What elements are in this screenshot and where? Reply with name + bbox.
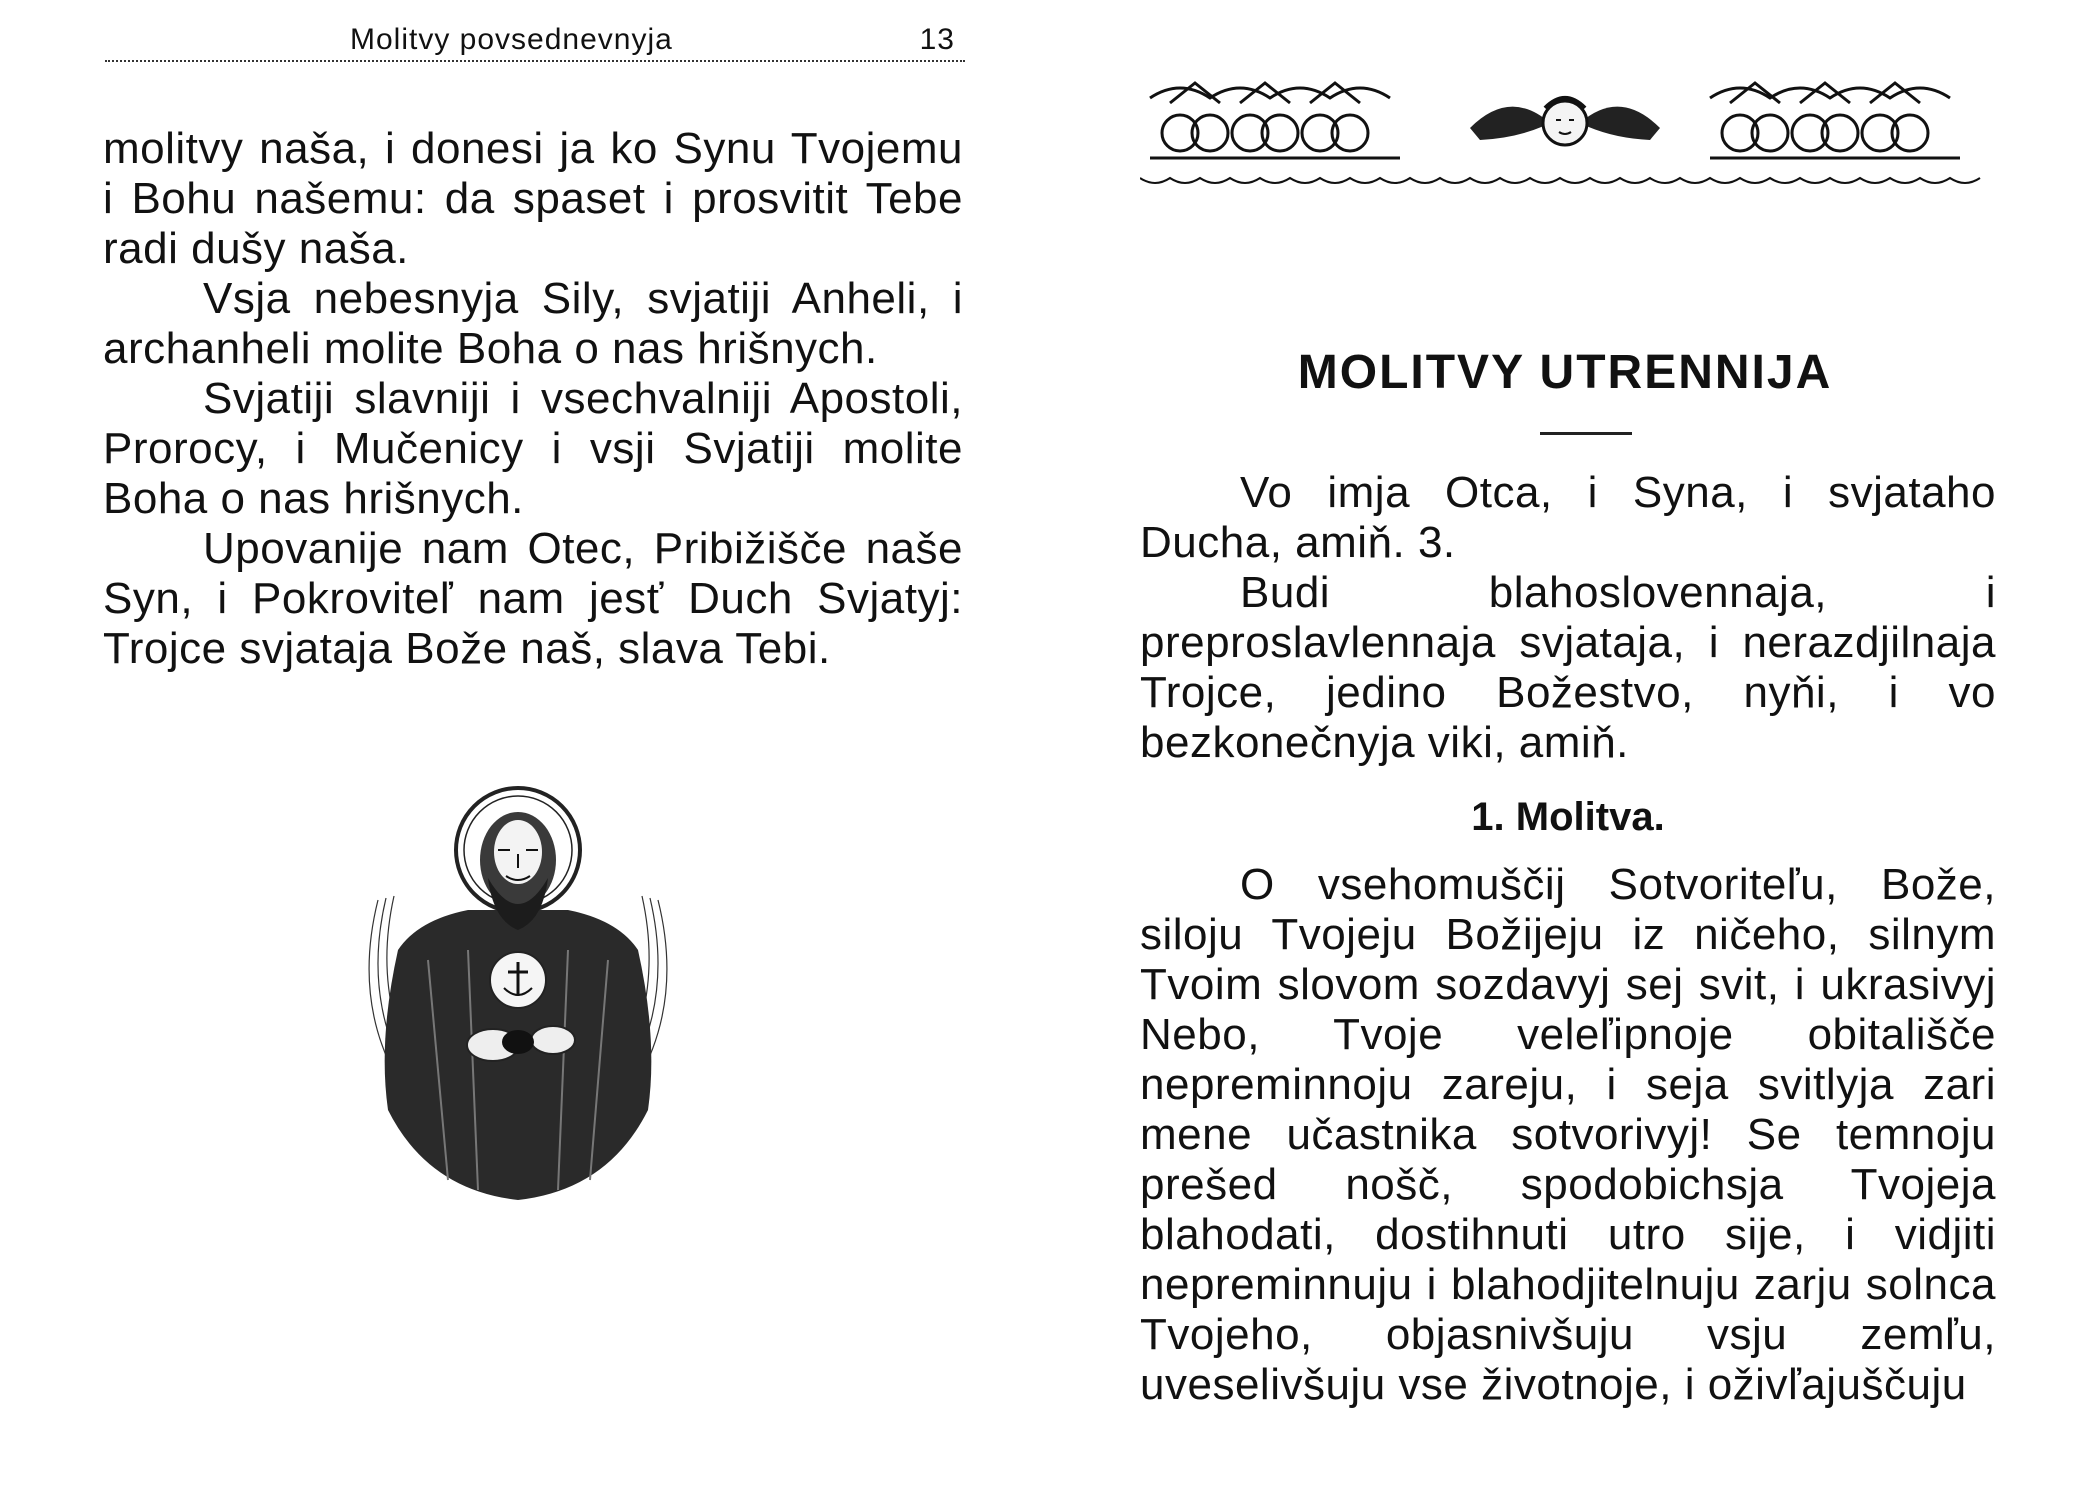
left-page-text: [103, 124, 963, 674]
paragraph: molitvy naša, i donesi ja ko Synu Tvojemu i Bohu našemu: da spaset i prosvitit Tebe radi dušy naša.: [103, 124, 963, 273]
invocation-text: [1140, 468, 1996, 768]
paragraph: Budi blahoslovennaja, i preproslavlennaja svjataja, i nerazdjilnaja Trojce, jedino Božestvo, nyňi, i vo bezkonečnyja viki, amiň.: [1140, 568, 1996, 767]
paragraph: Svjatiji slavniji i vsechvalniji Apostoli, Proroсy, i Mučenicy i vsji Svjatiji molite Boha o nas hrišnych.: [103, 374, 963, 523]
paragraph: Upovanije nam Otec, Pribižišče naše Syn, i Pokroviteľ nam jesť Duch Svjatyj: Trojce svjataja Bože naš, slava Tebi.: [103, 524, 963, 673]
running-head-title: Molitvy povsednevnyja: [350, 23, 673, 56]
paragraph: Vsja nebesnyja Sily, svjatiji Anheli, i archanheli molite Boha o nas hrišnych.: [103, 274, 963, 373]
running-head: [105, 20, 965, 62]
prayer-text: [1140, 860, 1996, 1410]
section-heading: MOLITVY UTRENNIJA: [1297, 346, 1833, 399]
paragraph: Vo imja Otca, i Syna, i svjataho Ducha, amiň. 3.: [1140, 468, 1996, 567]
sacred-heart-illustration: [358, 780, 678, 1200]
left-page: [0, 0, 1010, 1500]
paragraph: O vsehomuščij Sotvoriteľu, Bože, siloju Tvojeju Božijeju iz ničeho, silnym Tvoim slovom sozdavyj sej svit, i ukrasivyj Nebo, Tvoje veleľipnoje obitališče nepreminnoju zareju, i seja svitlyja zari mene učastnika sotvorivyj! Se temnoju prešed nošč, spodobichsja Tvojeja blahodati, dostihnuti utro sije, i vidjiti nepreminnuju i blahodjitelnuju zarju solnca Tvojeho, objasnivšuju vsju zemľu, uveselivšuju vse životnoje, i oživľajuščuju: [1140, 860, 1996, 1409]
page-number: 13: [919, 23, 955, 56]
heading-divider: [1540, 432, 1632, 435]
decorative-headpiece: [1140, 78, 1990, 198]
prayer-subheading: 1. Molitva.: [1471, 795, 1665, 839]
right-page: [1040, 0, 2076, 1500]
